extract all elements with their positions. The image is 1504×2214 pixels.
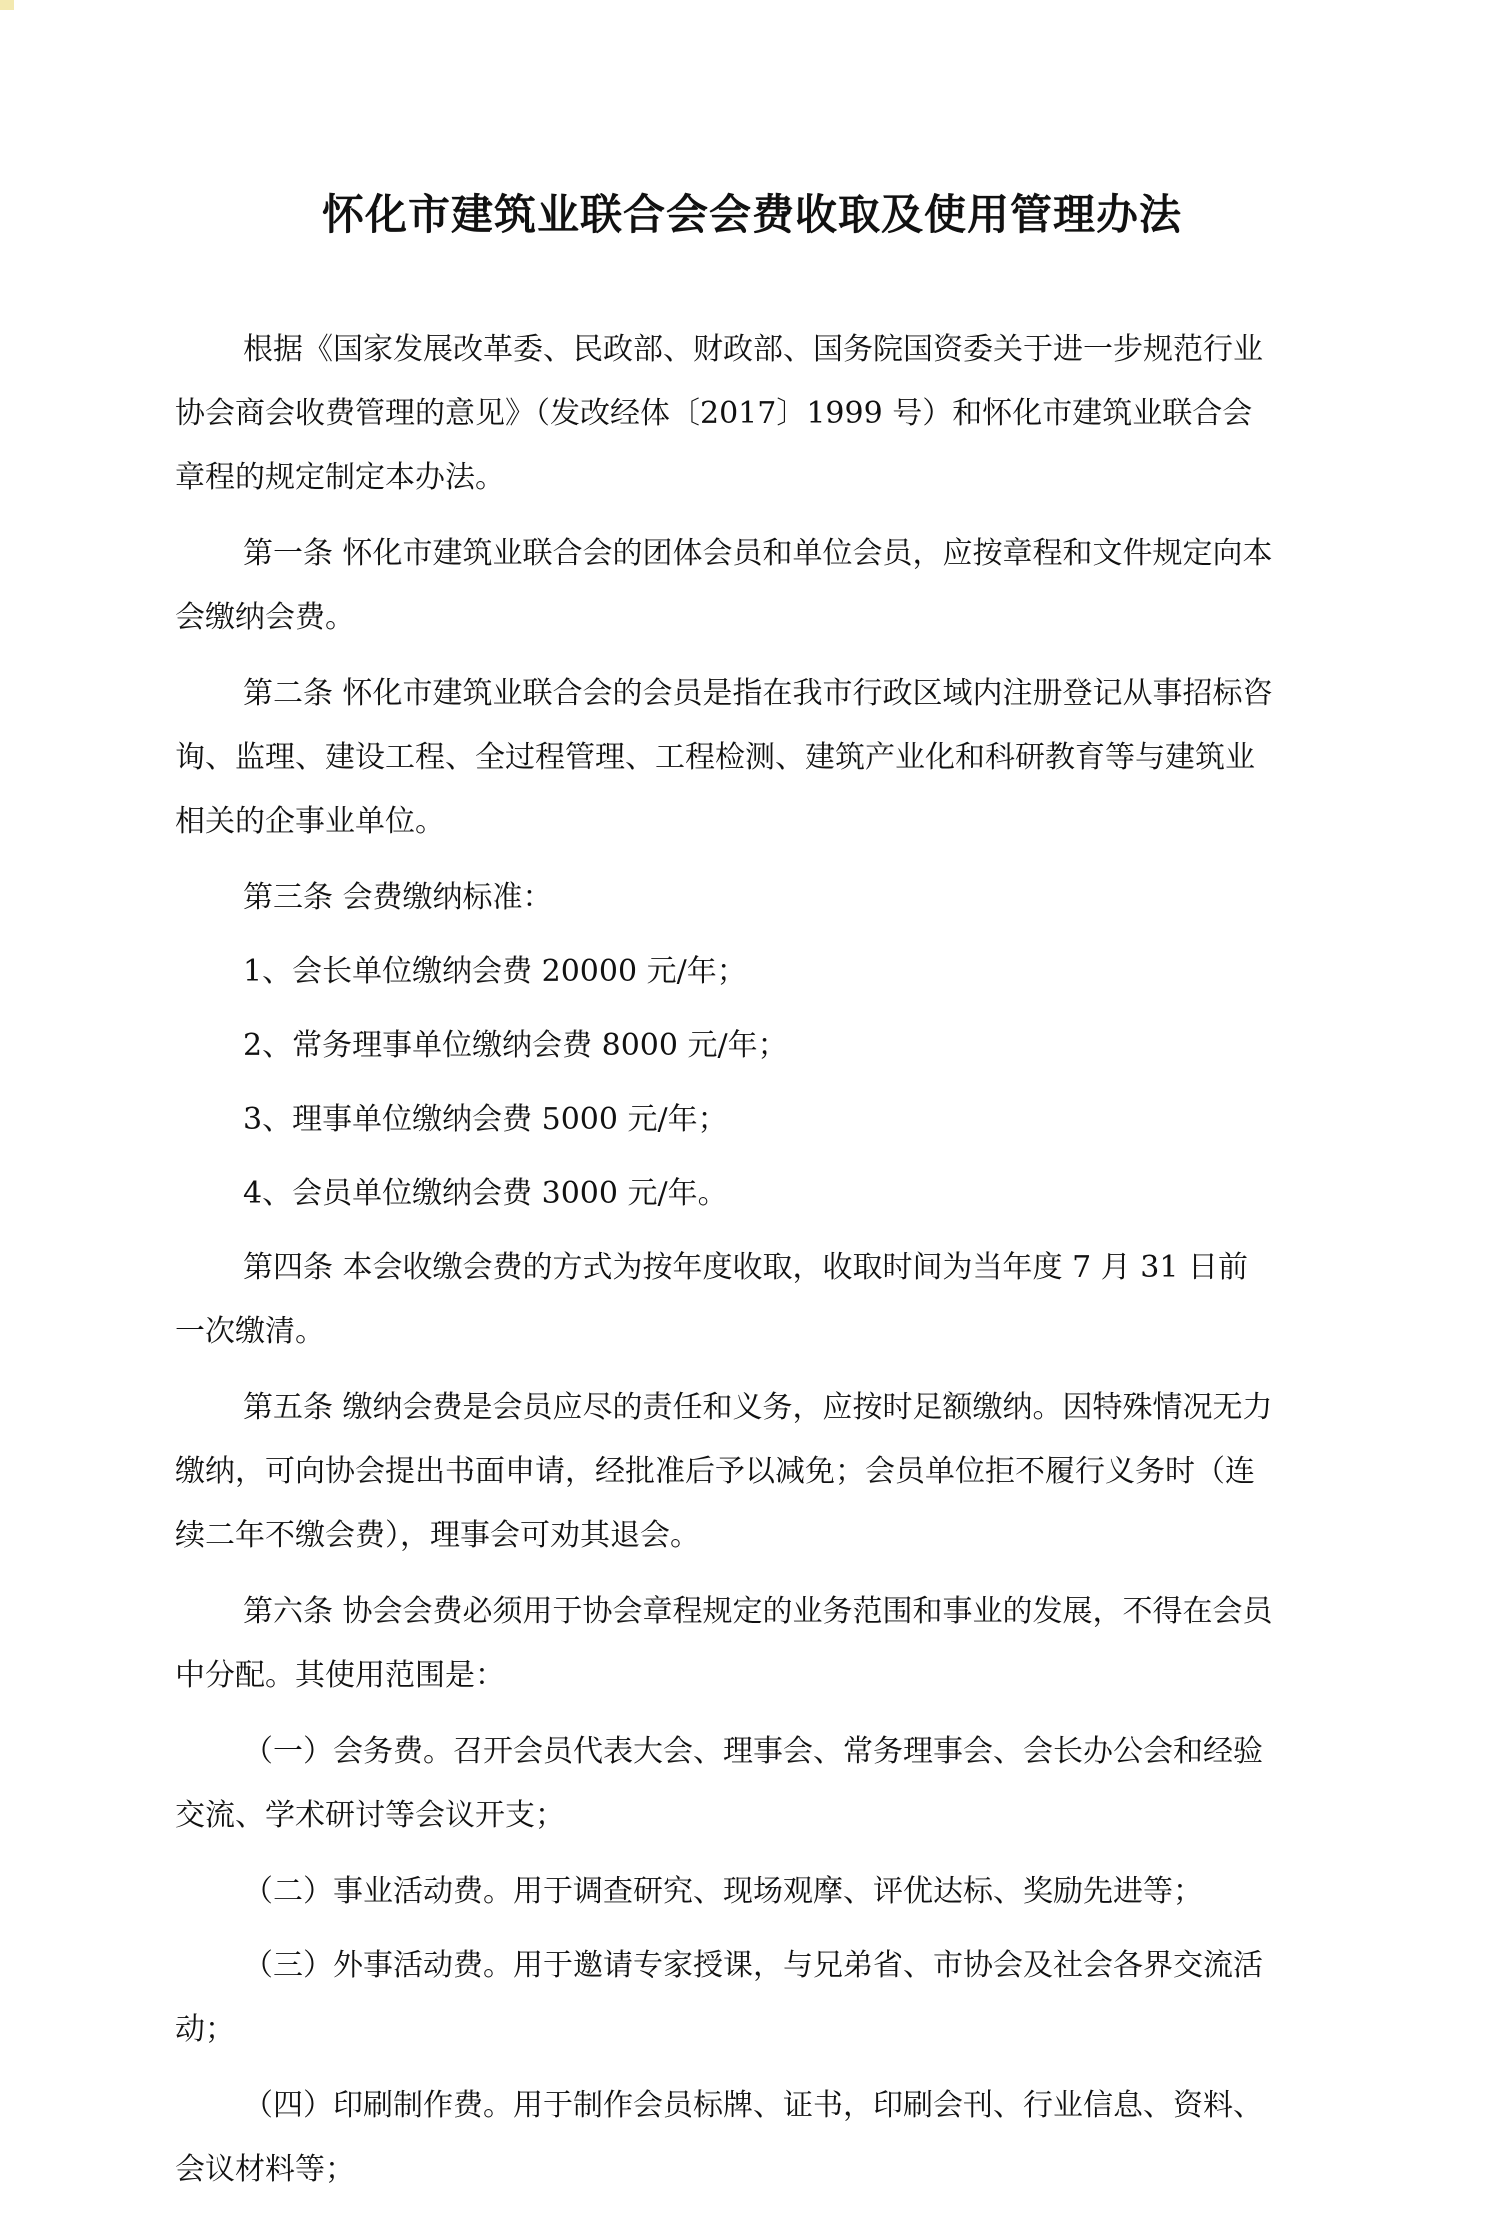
paragraph-article-1: 第一条 怀化市建筑业联合会的团体会员和单位会员，应按章程和文件规定向本会缴纳会费。 [175,536,1273,635]
usage-item-1: （一）会务费。召开会员代表大会、理事会、常务理事会、会长办公会和经验交流、学术研讨等会议开支； [175,1734,1263,1833]
paragraph-article-2: 第二条 怀化市建筑业联合会的会员是指在我市行政区域内注册登记从事招标咨询、监理、建设工程、全过程管理、工程检测、建筑产业化和科研教育等与建筑业相关的企事业单位。 [175,676,1273,839]
paragraph-preamble: 根据《国家发展改革委、民政部、财政部、国务院国资委关于进一步规范行业协会商会收费管理的意见》（发改经体〔2017〕1999 号）和怀化市建筑业联合会章程的规定制定本办法。 [175,332,1263,495]
usage-item-4: （四）印刷制作费。用于制作会员标牌、证书，印刷会刊、行业信息、资料、会议材料等； [175,2088,1263,2187]
fee-item-3: 3、理事单位缴纳会费 5000 元/年； [243,1102,728,1137]
paragraph-article-3: 第三条 会费缴纳标准： [243,880,553,915]
scan-corner-mark [0,0,14,10]
document-body [175,318,1275,2214]
fee-item-2: 2、常务理事单位缴纳会费 8000 元/年； [243,1028,788,1063]
usage-item-2: （二）事业活动费。用于调查研究、现场观摩、评优达标、奖励先进等； [243,1874,1203,1909]
fee-item-1: 1、会长单位缴纳会费 20000 元/年； [243,954,747,989]
usage-item-3: （三）外事活动费。用于邀请专家授课，与兄弟省、市协会及社会各界交流活动； [175,1948,1263,2047]
document-title: 怀化市建筑业联合会会费收取及使用管理办法 [321,190,1182,239]
paragraph-article-5: 第五条 缴纳会费是会员应尽的责任和义务，应按时足额缴纳。因特殊情况无力缴纳，可向协会提出书面申请，经批准后予以减免；会员单位拒不履行义务时（连续二年不缴会费），理事会可劝其退会。 [175,1390,1273,1553]
paragraph-article-4: 第四条 本会收缴会费的方式为按年度收取，收取时间为当年度 7 月 31 日前一次缴清。 [175,1250,1248,1349]
paragraph-article-6: 第六条 协会会费必须用于协会章程规定的业务范围和事业的发展，不得在会员中分配。其使用范围是： [175,1594,1273,1693]
fee-item-4: 4、会员单位缴纳会费 3000 元/年。 [243,1176,728,1211]
